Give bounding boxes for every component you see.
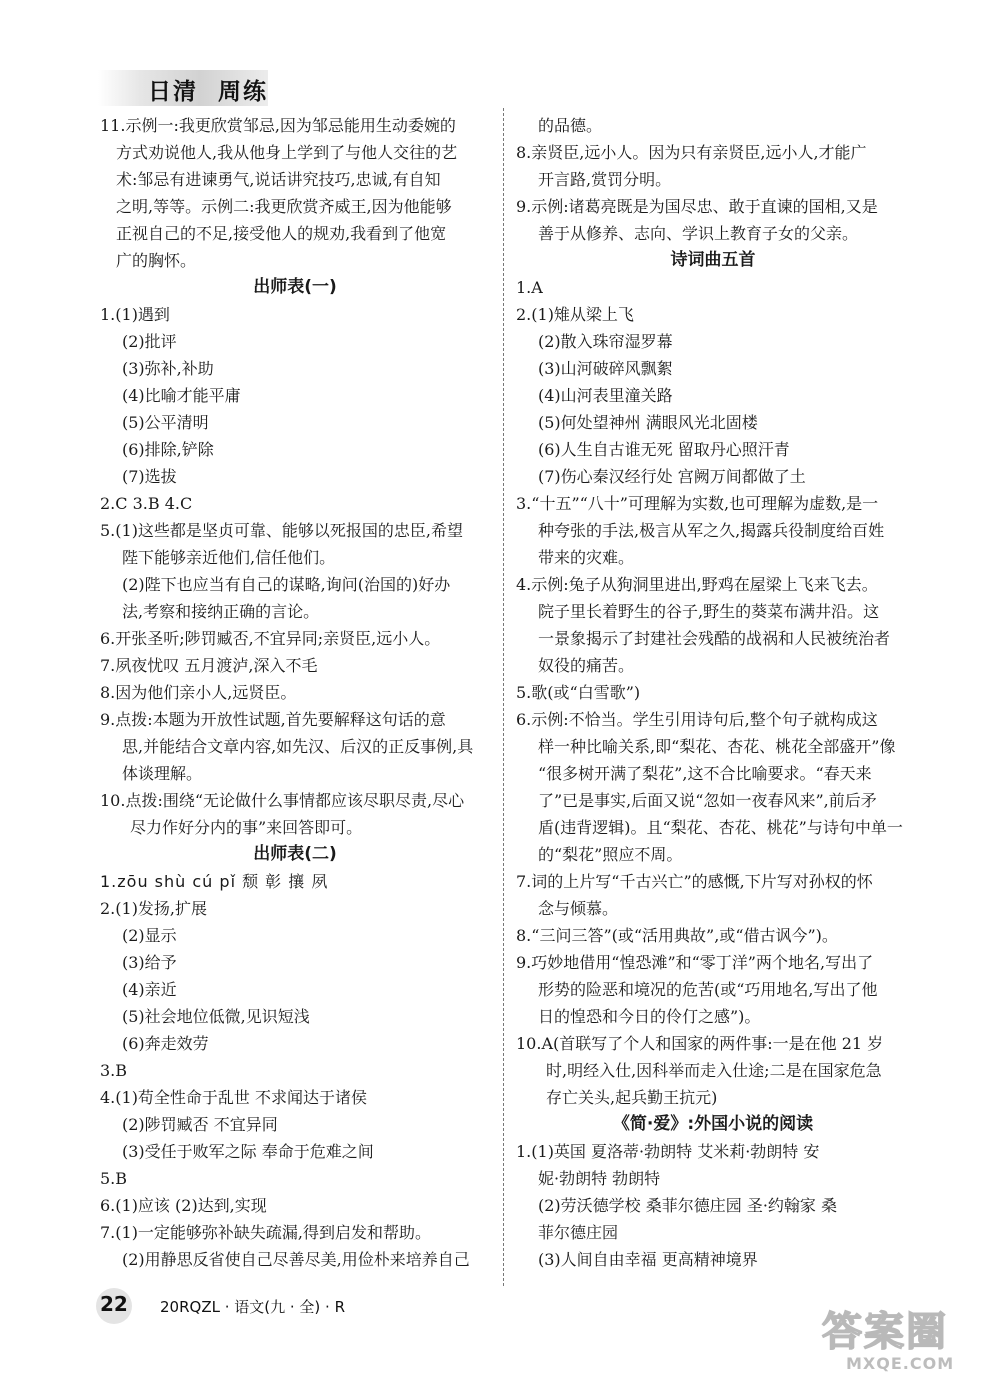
answer-line: 5.(1)这些都是坚贞可靠、能够以死报国的忠臣,希望 [100,521,464,540]
answer-line: (5)何处望神州 满眼风光北固楼 [538,413,758,432]
answer-line: 2.(1)雉从梁上飞 [516,305,634,324]
answer-line: 7.(1)一定能够弥补缺失疏漏,得到启发和帮助。 [100,1223,432,1242]
answer-line: 7.词的上片写“千古兴亡”的感慨,下片写对孙权的怀 [516,872,873,891]
answer-line: 妮·勃朗特 勃朗特 [538,1169,661,1188]
answer-line: 之明,等等。示例二:我更欣赏齐威王,因为他能够 [116,197,452,216]
answer-line: (2)陛下也应当有自己的谋略,询问(治国的)好办 [122,575,451,594]
section-heading: 诗词曲五首 [670,250,756,270]
answer-line: (4)比喻才能平庸 [122,386,241,405]
answer-line: 一景象揭示了封建社会残酷的战祸和人民被统治者 [538,629,891,648]
answer-line: 6.开张圣听;陟罚臧否,不宜异同;亲贤臣,远小人。 [100,629,441,648]
header-title: 日清 周练 [148,79,269,105]
answer-line: 1.A [516,278,543,297]
answer-line: 1.(1)遇到 [100,305,170,324]
answer-line: 时,明经入仕,因科举而走入仕途;二是在国家危急 [546,1061,882,1080]
answer-line: 8.“三问三答”(或“活用典故”,或“借古讽今”)。 [516,926,838,945]
answer-line: 1.(1)英国 夏洛蒂·勃朗特 艾米莉·勃朗特 安 [516,1142,820,1161]
answer-line: (4)亲近 [122,980,177,999]
answer-line: 4.示例:兔子从狗洞里进出,野鸡在屋梁上飞来飞去。 [516,575,878,594]
answer-line: (2)用静思反省使自己尽善尽美,用俭朴来培养自己 [122,1250,470,1269]
answer-line: 念与倾慕。 [538,899,619,918]
answer-line: 1.zōu shù cú pǐ 颓 彰 攘 夙 [100,872,329,891]
answer-line: 菲尔德庄园 [538,1223,619,1242]
answer-line: (2)陟罚臧否 不宜异同 [122,1115,278,1134]
answer-line: 了”已是事实,后面又说“忽如一夜春风来”,前后矛 [538,791,877,810]
answer-line: (2)显示 [122,926,177,945]
answer-line: 种夸张的手法,极言从军之久,揭露兵役制度给百姓 [538,521,885,540]
answer-line: 3.“十五”“八十”可理解为实数,也可理解为虚数,是一 [516,494,879,513]
answer-line: 4.(1)苟全性命于乱世 不求闻达于诸侯 [100,1088,368,1107]
answer-line: 9.点拨:本题为开放性试题,首先要解释这句话的意 [100,710,446,729]
answer-line: (2)散入珠帘湿罗幕 [538,332,673,351]
header-banner [98,70,268,106]
answer-line: 体谈理解。 [122,764,203,783]
answer-line: 带来的灾难。 [538,548,635,567]
page-number: 22 [100,1292,128,1316]
answer-line: 6.(1)应该 (2)达到,实现 [100,1196,267,1215]
answer-line: 形势的险恶和境况的危苦(或“巧用地名,写出了他 [538,980,878,999]
answer-line: 存亡关头,起兵勤王抗元) [546,1088,718,1107]
answer-line: 善于从修养、志向、学识上教育子女的父亲。 [538,224,859,243]
answer-line: 7.夙夜忧叹 五月渡泸,深入不毛 [100,656,318,675]
page-footer [96,1288,496,1328]
watermark-logo [816,1300,978,1382]
answer-line: 6.示例:不恰当。学生引用诗句后,整个句子就构成这 [516,710,878,729]
watermark-text: 答案圈 [822,1309,948,1355]
answer-line: 9.示例:诸葛亮既是为国尽忠、敢于直谏的国相,又是 [516,197,878,216]
answer-line: 法,考察和接纳正确的言论。 [122,602,320,621]
answer-line: 术:邹忌有进谏勇气,说话讲究技巧,忠诚,有自知 [116,170,441,189]
answer-line: 样一种比喻关系,即“梨花、杏花、桃花全部盛开”像 [538,737,896,756]
answer-line: (6)排除,铲除 [122,440,214,459]
footer-code: 20RQZL · 语文(九 · 全) · R [160,1298,345,1316]
answer-line: (6)奔走效劳 [122,1034,209,1053]
right-column [516,112,910,1273]
answer-line: 思,并能结合文章内容,如先汉、后汉的正反事例,具 [122,737,474,756]
answer-line: (3)给予 [122,953,177,972]
answer-line: (3)人间自由幸福 更高精神境界 [538,1250,758,1269]
section-heading: 出师表(一) [253,277,337,297]
section-heading: 出师表(二) [253,844,337,864]
answer-line: (3)弥补,补助 [122,359,214,378]
answer-line: (3)受任于败军之际 奉命于危难之间 [122,1142,374,1161]
answer-line: 日的惶恐和今日的伶仃之感”)。 [538,1007,761,1026]
answer-line: (7)选拔 [122,467,177,486]
answer-line: 2.C 3.B 4.C [100,494,193,513]
answer-line: (4)山河表里潼关路 [538,386,673,405]
answer-line: 尽力作好分内的事”来回答即可。 [130,818,363,837]
answer-line: “很多树开满了梨花”,这不合比喻要求。“春天来 [538,764,872,783]
answer-line: 10.A(首联写了个人和国家的两件事:一是在他 21 岁 [516,1034,884,1053]
answer-line: 广的胸怀。 [116,251,197,270]
answer-line: (2)批评 [122,332,177,351]
answer-line: 院子里长着野生的谷子,野生的葵菜布满井沿。这 [538,602,880,621]
answer-line: 11.示例一:我更欣赏邹忌,因为邹忌能用生动委婉的 [100,116,456,135]
watermark-url: MXQE.COM [846,1354,955,1373]
answer-line: 10.点拨:围绕“无论做什么事情都应该尽职尽责,尽心 [100,791,465,810]
left-column [100,112,490,1273]
answer-line: (5)公平清明 [122,413,209,432]
answer-line: (7)伤心秦汉经行处 宫阙万间都做了土 [538,467,806,486]
answer-line: 5.B [100,1169,128,1188]
answer-line: (3)山河破碎风飘絮 [538,359,673,378]
answer-line: 奴役的痛苦。 [538,656,635,675]
answer-line: 方式劝说他人,我从他身上学到了与他人交往的艺 [116,143,458,162]
answer-line: 2.(1)发扬,扩展 [100,899,208,918]
answer-line: 9.巧妙地借用“惶恐滩”和“零丁洋”两个地名,写出了 [516,953,874,972]
answer-line: 正视自己的不足,接受他人的规劝,我看到了他宽 [116,224,447,243]
answer-line: (2)劳沃德学校 桑菲尔德庄园 圣·约翰家 桑 [538,1196,838,1215]
answer-line: (6)人生自古谁无死 留取丹心照汗青 [538,440,790,459]
answer-line: 3.B [100,1061,128,1080]
section-heading: 《简·爱》:外国小说的阅读 [612,1114,814,1134]
answer-line: 的“梨花”照应不周。 [538,845,683,864]
answer-line: (5)社会地位低微,见识短浅 [122,1007,310,1026]
answer-line: 8.因为他们亲小人,远贤臣。 [100,683,297,702]
answer-line: 陛下能够亲近他们,信任他们。 [122,548,336,567]
answer-line: 5.歌(或“白雪歌”) [516,683,641,702]
column-divider [503,108,504,1286]
answer-line: 的品德。 [538,116,603,135]
answer-line: 盾(违背逻辑)。且“梨花、杏花、桃花”与诗句中单一 [538,818,903,837]
answer-line: 8.亲贤臣,远小人。因为只有亲贤臣,远小人,才能广 [516,143,867,162]
answer-line: 开言路,赏罚分明。 [538,170,672,189]
